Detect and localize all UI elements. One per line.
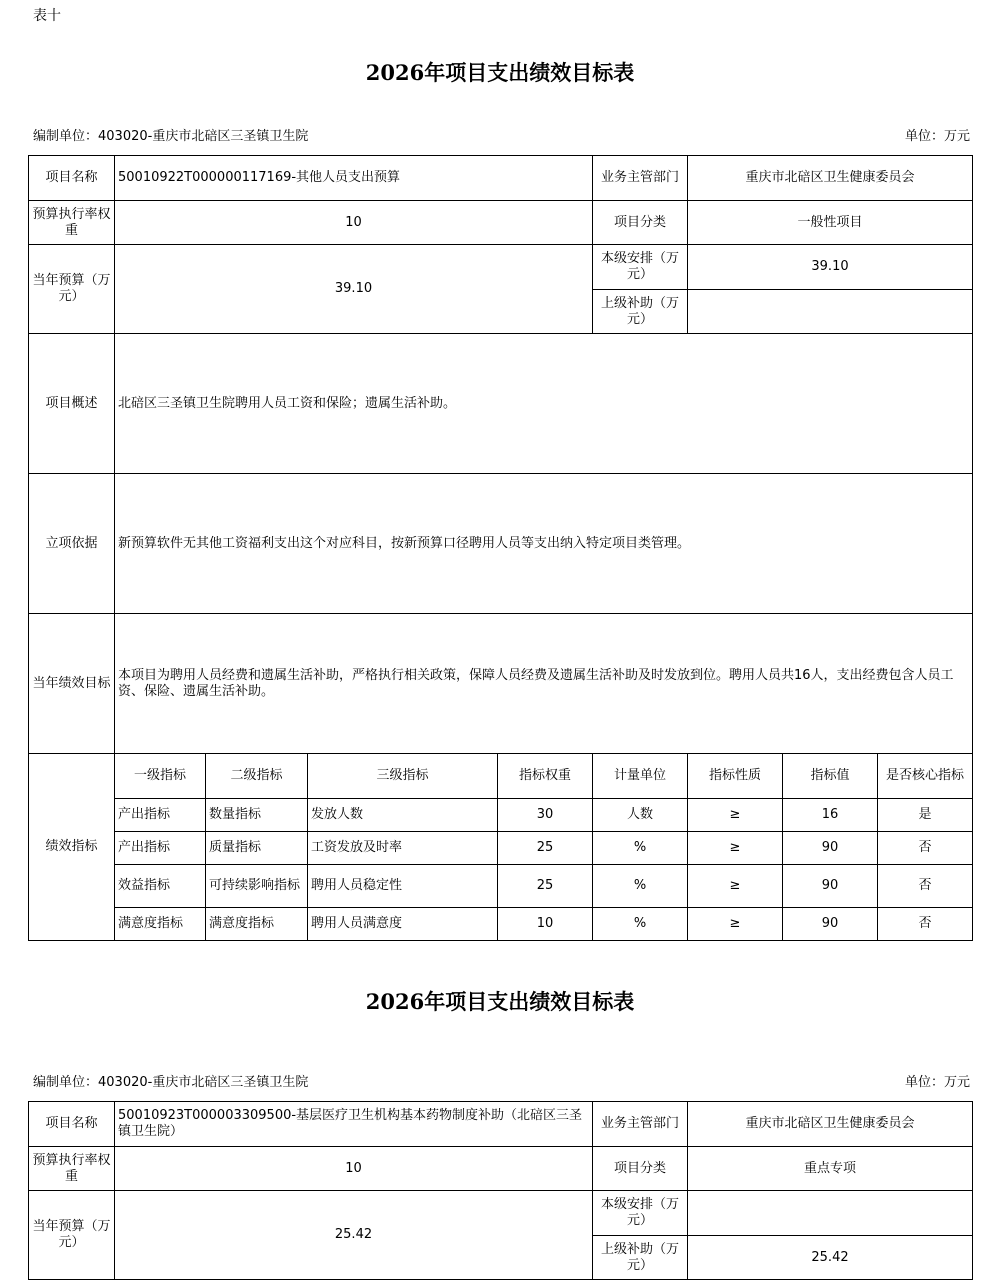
target-value: 90: [783, 865, 878, 908]
indicator-header: 指标性质: [688, 754, 783, 799]
target-value: 16: [783, 799, 878, 832]
label-dept: 业务主管部门: [593, 156, 688, 201]
nature-value: ≥: [688, 865, 783, 908]
label-budget: 当年预算（万元）: [29, 245, 115, 334]
weight-value: 25: [498, 865, 593, 908]
label-upper: 上级补助（万元）: [593, 1236, 688, 1280]
core-value: 否: [878, 865, 973, 908]
table-1-currency: 单位：万元: [904, 129, 970, 144]
core-value: 否: [878, 832, 973, 865]
weight-value: 25: [498, 832, 593, 865]
local-amount: [688, 1191, 973, 1236]
label-local: 本级安排（万元）: [593, 1191, 688, 1236]
category: 重点专项: [688, 1147, 973, 1191]
weight: 10: [115, 1147, 593, 1191]
level3: 发放人数: [308, 799, 498, 832]
budget: 39.10: [115, 245, 593, 334]
unit-label: 编制单位：: [33, 1075, 99, 1090]
goal: 本项目为聘用人员经费和遗属生活补助，严格执行相关政策，保障人员经费及遗属生活补助及时发放到位。聘用人员共16人，支出经费包含人员工资、保险、遗属生活补助。: [115, 614, 973, 754]
performance-table-2: [28, 1101, 973, 1280]
level2: 数量指标: [206, 799, 308, 832]
weight-value: 30: [498, 799, 593, 832]
label-dept: 业务主管部门: [593, 1102, 688, 1147]
core-value: 否: [878, 908, 973, 941]
budget: 25.42: [115, 1191, 593, 1280]
table-row: [29, 908, 973, 941]
table-1-unit: [33, 125, 308, 144]
project-name: 50010922T000000117169-其他人员支出预算: [115, 156, 593, 201]
label-goal: 当年绩效目标: [29, 614, 115, 754]
level1: 产出指标: [115, 799, 206, 832]
label-overview: 项目概述: [29, 334, 115, 474]
label-budget: 当年预算（万元）: [29, 1191, 115, 1280]
weight-value: 10: [498, 908, 593, 941]
label-project-name: 项目名称: [29, 1102, 115, 1147]
level2: 满意度指标: [206, 908, 308, 941]
weight: 10: [115, 201, 593, 245]
table-row: [29, 832, 973, 865]
label-basis: 立项依据: [29, 474, 115, 614]
unit-value: 人数: [593, 799, 688, 832]
level2: 可持续影响指标: [206, 865, 308, 908]
page-label: 表十: [33, 8, 61, 24]
unit-value: %: [593, 908, 688, 941]
target-value: 90: [783, 908, 878, 941]
overview: 北碚区三圣镇卫生院聘用人员工资和保险；遗属生活补助。: [115, 334, 973, 474]
label-local: 本级安排（万元）: [593, 245, 688, 290]
label-indicators: 绩效指标: [29, 754, 115, 941]
label-category: 项目分类: [593, 1147, 688, 1191]
table-2-currency: 单位：万元: [904, 1075, 970, 1090]
level3: 聘用人员稳定性: [308, 865, 498, 908]
dept: 重庆市北碚区卫生健康委员会: [688, 1102, 973, 1147]
indicator-header: 一级指标: [115, 754, 206, 799]
nature-value: ≥: [688, 832, 783, 865]
upper-amount: [688, 290, 973, 334]
indicator-header: 指标权重: [498, 754, 593, 799]
target-value: 90: [783, 832, 878, 865]
level2: 质量指标: [206, 832, 308, 865]
label-weight: 预算执行率权重: [29, 201, 115, 245]
indicator-header: 二级指标: [206, 754, 308, 799]
level1: 满意度指标: [115, 908, 206, 941]
label-upper: 上级补助（万元）: [593, 290, 688, 334]
local-amount: 39.10: [688, 245, 973, 290]
level1: 效益指标: [115, 865, 206, 908]
unit-label: 编制单位：: [33, 129, 99, 144]
category: 一般性项目: [688, 201, 973, 245]
unit-value: 403020-重庆市北碚区三圣镇卫生院: [98, 1075, 309, 1090]
indicator-header: 计量单位: [593, 754, 688, 799]
nature-value: ≥: [688, 799, 783, 832]
nature-value: ≥: [688, 908, 783, 941]
level1: 产出指标: [115, 832, 206, 865]
core-value: 是: [878, 799, 973, 832]
project-name: 50010923T000003309500-基层医疗卫生机构基本药物制度补助（北碚区三圣镇卫生院）: [115, 1102, 593, 1147]
table-2-title: 2026年项目支出绩效目标表: [365, 989, 635, 1014]
dept: 重庆市北碚区卫生健康委员会: [688, 156, 973, 201]
unit-value: %: [593, 865, 688, 908]
indicator-header: 是否核心指标: [878, 754, 973, 799]
upper-amount: 25.42: [688, 1236, 973, 1280]
label-project-name: 项目名称: [29, 156, 115, 201]
label-category: 项目分类: [593, 201, 688, 245]
label-weight: 预算执行率权重: [29, 1147, 115, 1191]
unit-value: %: [593, 832, 688, 865]
table-row: [29, 799, 973, 832]
performance-table-1: [28, 155, 973, 941]
unit-value: 403020-重庆市北碚区三圣镇卫生院: [98, 129, 309, 144]
table-row: [29, 865, 973, 908]
table-2-unit: [33, 1071, 308, 1090]
indicator-header: 指标值: [783, 754, 878, 799]
table-1-title: 2026年项目支出绩效目标表: [365, 60, 635, 85]
indicator-header: 三级指标: [308, 754, 498, 799]
basis: 新预算软件无其他工资福利支出这个对应科目，按新预算口径聘用人员等支出纳入特定项目类管理。: [115, 474, 973, 614]
level3: 工资发放及时率: [308, 832, 498, 865]
level3: 聘用人员满意度: [308, 908, 498, 941]
